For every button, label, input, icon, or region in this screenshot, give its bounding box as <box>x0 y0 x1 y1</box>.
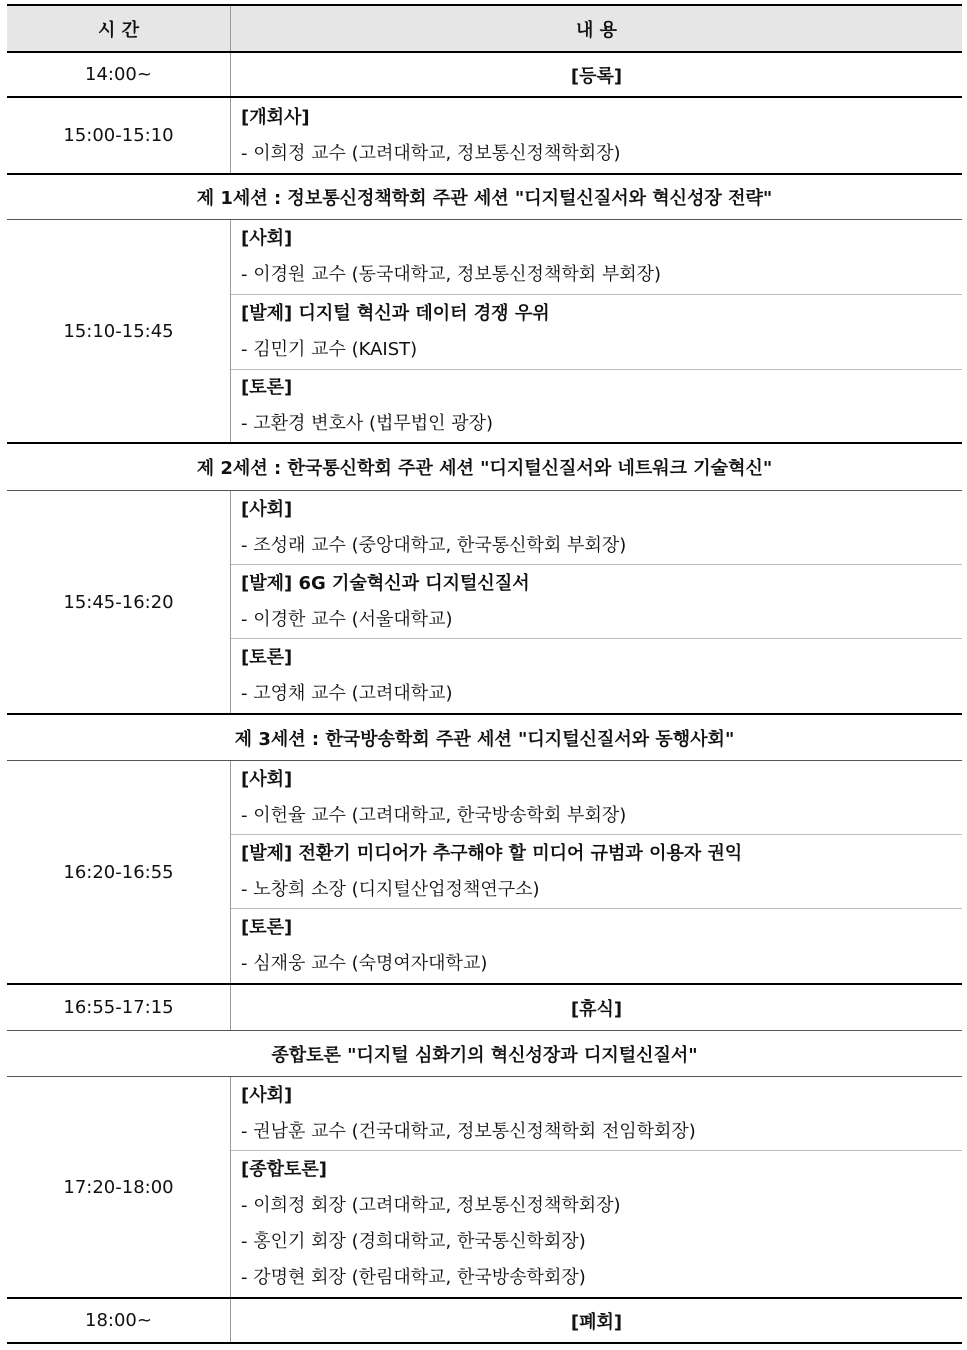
program-block <box>231 98 962 173</box>
session-title: 종합토론 "디지털 심화기의 혁신성장과 디지털신질서" <box>271 1044 698 1066</box>
program-block <box>231 909 962 983</box>
block-heading: [사회] <box>241 1084 293 1106</box>
block-line: - 고환경 변호사 (법무법인 광장) <box>241 413 494 434</box>
program-block <box>231 1077 962 1151</box>
row-divider <box>7 1342 962 1344</box>
content-cell <box>231 491 962 713</box>
content-cell <box>231 761 962 983</box>
block-heading: [토론] <box>241 647 293 668</box>
session-title: 제 2세션 : 한국통신학회 주관 세션 "디지털신질서와 네트워크 기술혁신" <box>196 458 773 479</box>
block-heading: [토론] <box>241 377 293 398</box>
header-row <box>7 6 962 51</box>
block-line: - 이경원 교수 (동국대학교, 정보통신정책학회 부회장) <box>241 264 662 285</box>
session-title: 제 1세션 : 정보통신정책학회 주관 세션 "디지털신질서와 혁신성장 전략" <box>196 188 773 209</box>
block-line: - 심재웅 교수 (숙명여자대학교) <box>241 953 488 974</box>
content-cell <box>231 98 962 173</box>
program-block <box>231 220 962 295</box>
program-block <box>231 639 962 713</box>
time-cell: 15:10-15:45 <box>7 220 231 442</box>
block-heading: [사회] <box>241 498 293 520</box>
block-line: - 권남훈 교수 (건국대학교, 정보통신정책학회 전임학회장) <box>241 1120 696 1142</box>
schedule-row <box>7 491 962 713</box>
time-cell: 18:00~ <box>7 1299 231 1342</box>
block-line: - 이경한 교수 (서울대학교) <box>241 608 453 630</box>
program-block <box>231 835 962 909</box>
block-heading: [발제] 디지털 혁신과 데이터 경쟁 우위 <box>241 303 550 324</box>
time-cell: 17:20-18:00 <box>7 1077 231 1297</box>
block-line: - 홍인기 회장 (경희대학교, 한국통신학회장) <box>241 1231 586 1252</box>
block-heading: [종합토론] <box>241 1159 328 1180</box>
schedule-row <box>7 53 962 96</box>
block-heading: [사회] <box>241 228 293 249</box>
time-cell: 14:00~ <box>7 53 231 96</box>
schedule-row <box>7 1299 962 1342</box>
schedule-row <box>7 761 962 983</box>
program-block <box>231 1151 962 1297</box>
block-line: - 조성래 교수 (중앙대학교, 한국통신학회 부회장) <box>241 534 627 556</box>
schedule-row <box>7 98 962 173</box>
block-heading: [사회] <box>241 768 293 790</box>
content-title: [폐회] <box>570 1311 623 1333</box>
content-cell <box>231 220 962 442</box>
program-block <box>231 565 962 639</box>
block-line: - 이희정 회장 (고려대학교, 정보통신정책학회장) <box>241 1195 621 1216</box>
content-title: [휴식] <box>570 998 623 1020</box>
block-line: - 김민기 교수 (KAIST) <box>241 339 418 360</box>
program-block <box>231 370 962 442</box>
time-cell: 16:55-17:15 <box>7 985 231 1030</box>
block-line: - 이헌율 교수 (고려대학교, 한국방송학회 부회장) <box>241 804 627 826</box>
block-line: - 이희정 교수 (고려대학교, 정보통신정책학회장) <box>241 142 621 164</box>
content-cell <box>231 1077 962 1297</box>
program-block <box>231 295 962 370</box>
block-line: - 노창희 소장 (디지털산업정책연구소) <box>241 878 540 900</box>
time-cell: 16:20-16:55 <box>7 761 231 983</box>
program-block <box>231 491 962 565</box>
schedule-row <box>7 220 962 442</box>
block-line: - 강명현 회장 (한림대학교, 한국방송학회장) <box>241 1267 586 1288</box>
session-title: 제 3세션 : 한국방송학회 주관 세션 "디지털신질서와 동행사회" <box>234 728 735 750</box>
block-heading: [토론] <box>241 917 293 938</box>
time-cell: 15:45-16:20 <box>7 491 231 713</box>
content-title: [등록] <box>570 65 623 87</box>
time-cell: 15:00-15:10 <box>7 98 231 173</box>
block-line: - 고영채 교수 (고려대학교) <box>241 683 453 704</box>
block-heading: [발제] 전환기 미디어가 추구해야 할 미디어 규범과 이용자 권익 <box>241 842 743 864</box>
block-heading: [발제] 6G 기술혁신과 디지털신질서 <box>241 572 530 594</box>
block-heading: [개회사] <box>241 106 310 128</box>
program-block <box>231 761 962 835</box>
schedule-row <box>7 1077 962 1297</box>
header-time-label: 시 간 <box>7 6 231 51</box>
header-content-label: 내 용 <box>575 19 618 41</box>
schedule-row <box>7 985 962 1030</box>
